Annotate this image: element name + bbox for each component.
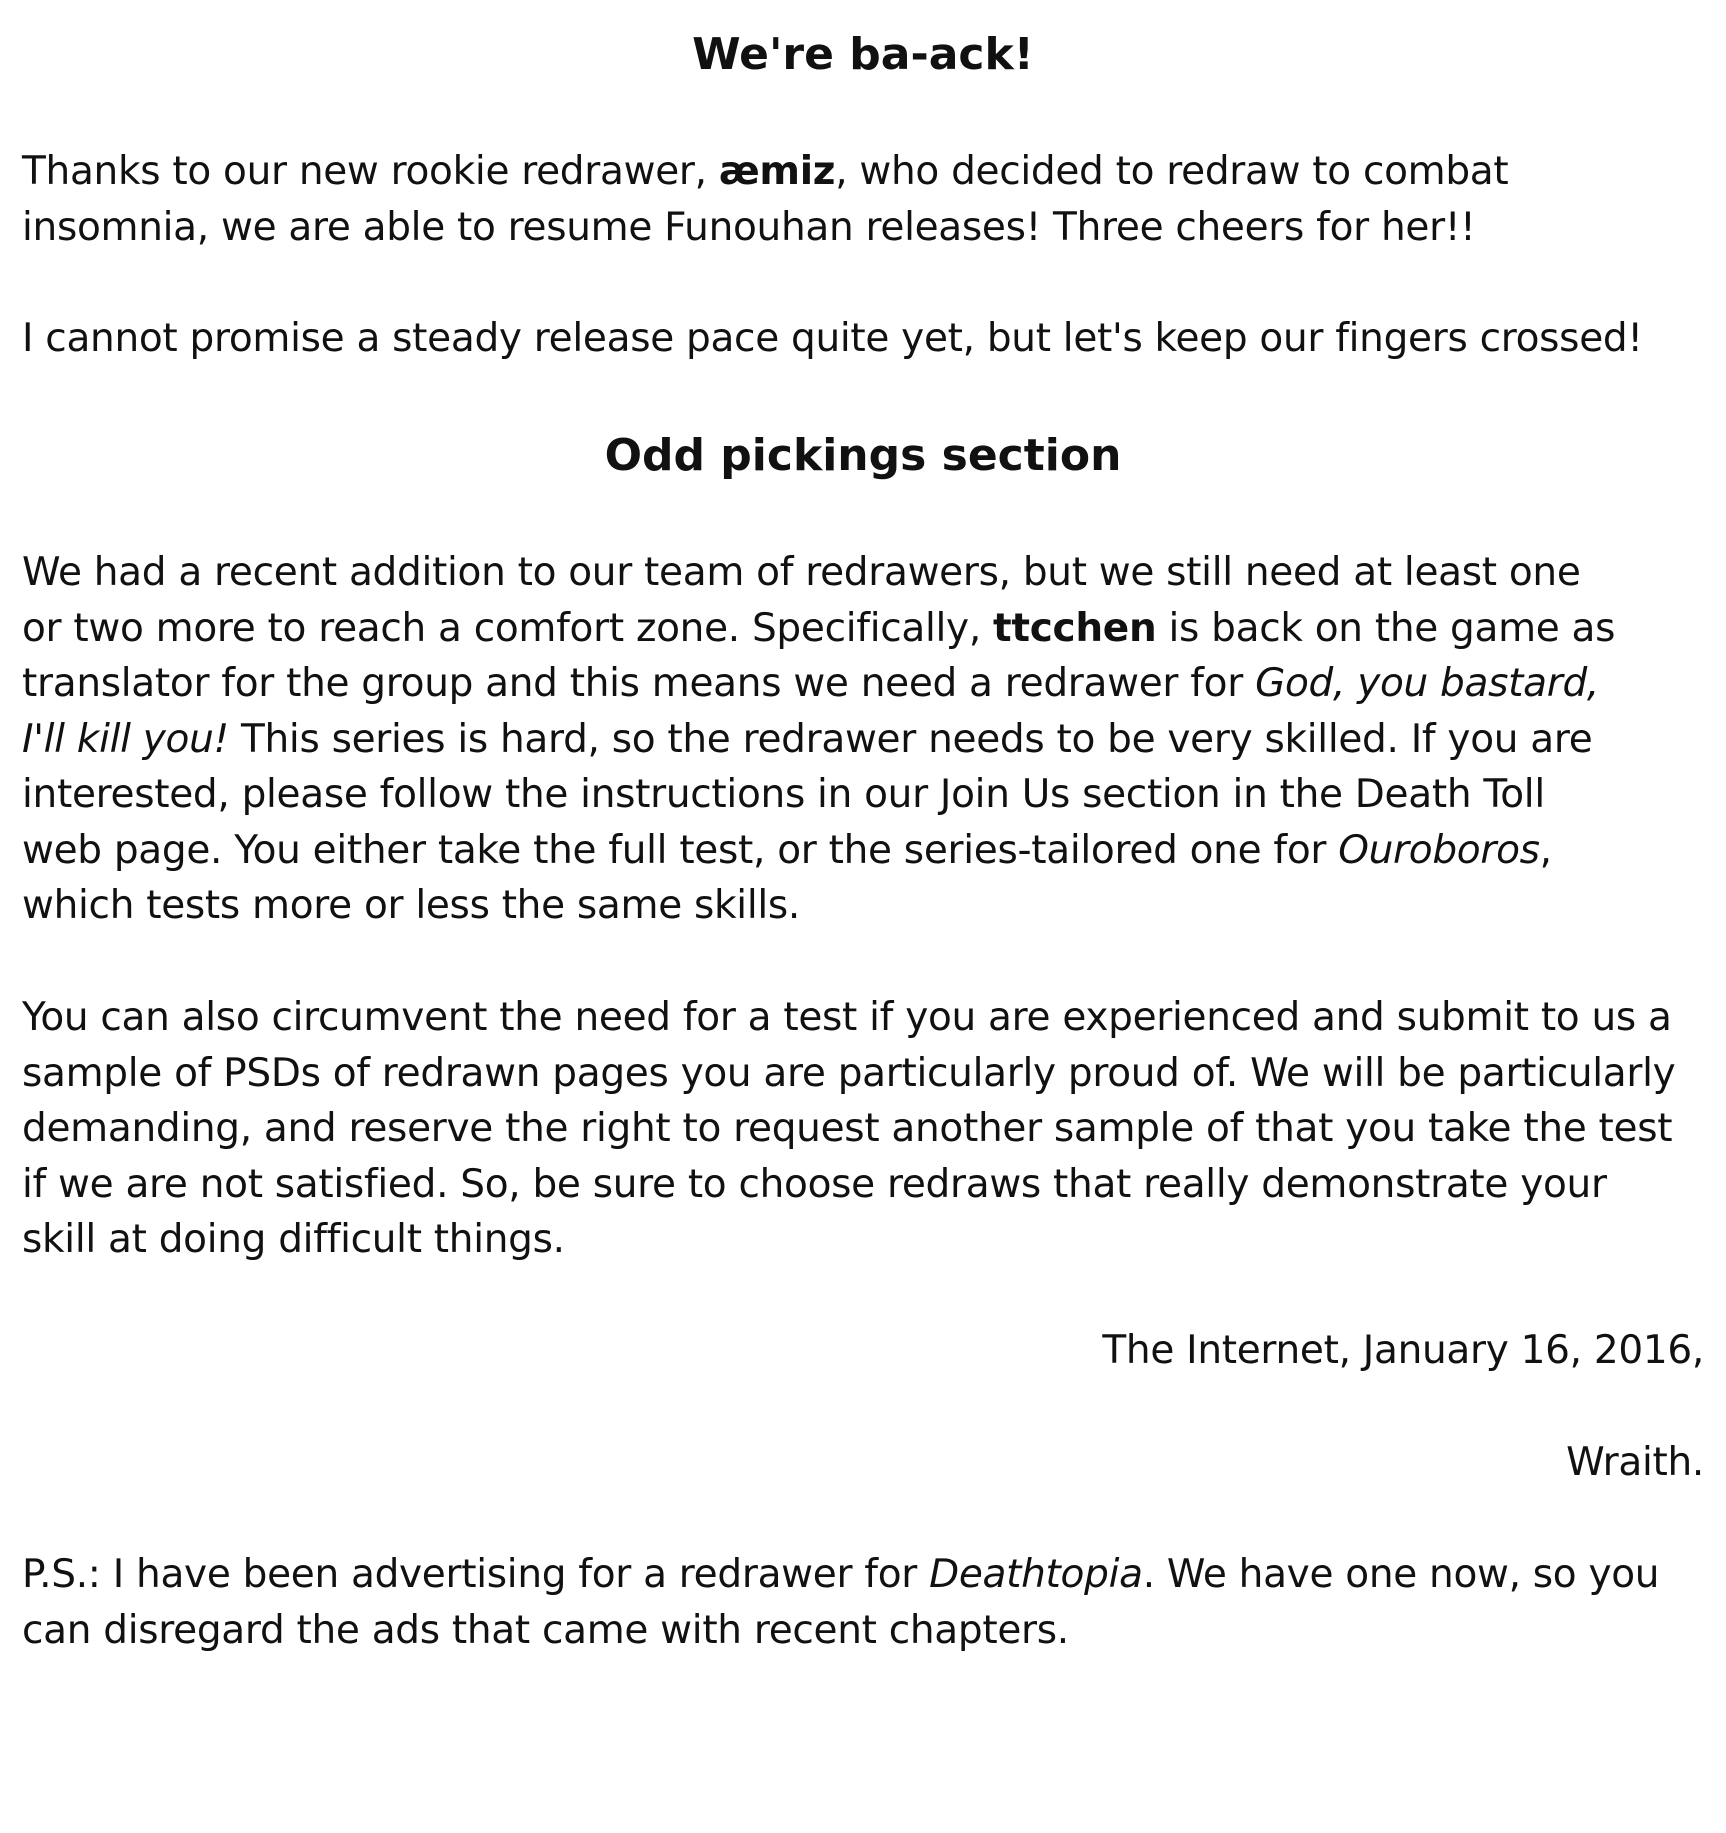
test-line-3: demanding, and reserve the right to request another sample of that you take the test — [22, 1106, 1673, 1151]
postscript-text: . We have one now, so you — [1142, 1552, 1660, 1597]
recruitment-line-3 — [22, 656, 1704, 712]
recruitment-line-1: We had a recent addition to our team of redrawers, but we still need at least one — [22, 550, 1581, 595]
intro-line-1 — [22, 144, 1704, 200]
section-heading: Odd pickings section — [604, 430, 1122, 481]
recruitment-text: is back on the game as — [1156, 605, 1616, 651]
recruitment-line-2 — [22, 601, 1704, 657]
postscript-text: P.S.: I have been advertising for a redrawer for — [22, 1552, 930, 1597]
series-title: Ouroboros — [1338, 827, 1540, 873]
recruitment-line-4 — [22, 712, 1704, 768]
postscript-line-1 — [22, 1547, 1704, 1603]
recruitment-text: or two more to reach a comfort zone. Specifically, — [22, 605, 994, 651]
test-line-5: skill at doing difficult things. — [22, 1217, 565, 1262]
place-date-line: The Internet, January 16, 2016, — [1102, 1328, 1704, 1373]
series-title: God, you bastard, — [1255, 661, 1600, 706]
intro-line-2: insomnia, we are able to resume Funouhan releases! Three cheers for her!! — [22, 204, 1476, 250]
recruitment-text: , — [1539, 827, 1552, 873]
recruitment-text: This series is hard, so the redrawer needs to be very skilled. If you are — [228, 716, 1593, 762]
recruitment-text: translator for the group and this means we need a redrawer for — [22, 661, 1256, 706]
series-title: Deathtopia — [929, 1552, 1143, 1597]
recruitment-line-7: which tests more or less the same skills. — [22, 883, 801, 928]
recruitment-paragraph — [22, 545, 1704, 934]
release-pace-paragraph — [22, 311, 1704, 367]
intro-text: Thanks to our new rookie redrawer, — [22, 149, 719, 194]
page-title: We're ba-ack! — [692, 29, 1034, 80]
author-line: Wraith. — [1566, 1440, 1704, 1485]
redrawer-name: æmiz — [718, 149, 836, 194]
test-line-4: if we are not satisfied. So, be sure to choose redraws that really demonstrate your — [22, 1161, 1607, 1207]
intro-paragraph — [22, 144, 1704, 255]
test-paragraph — [22, 990, 1704, 1268]
intro-text: , who decided to redraw to combat — [835, 149, 1509, 194]
postscript-paragraph — [22, 1547, 1704, 1658]
recruitment-line-6 — [22, 823, 1704, 879]
release-pace-line: I cannot promise a steady release pace quite yet, but let's keep our fingers crossed! — [22, 316, 1643, 361]
signoff-author — [22, 1435, 1704, 1491]
recruitment-line-5: interested, please follow the instructions in our Join Us section in the Death Toll — [22, 772, 1545, 817]
test-line-1: You can also circumvent the need for a test if you are experienced and submit to us a — [22, 995, 1672, 1040]
test-line-2: sample of PSDs of redrawn pages you are particularly proud of. We will be particularly — [22, 1050, 1676, 1096]
signoff-date — [22, 1323, 1704, 1379]
series-title: I'll kill you! — [22, 716, 229, 762]
postscript-line-2: can disregard the ads that came with recent chapters. — [22, 1607, 1069, 1653]
translator-name: ttcchen — [993, 605, 1157, 651]
recruitment-text: web page. You either take the full test, or the series-tailored one for — [22, 827, 1339, 873]
